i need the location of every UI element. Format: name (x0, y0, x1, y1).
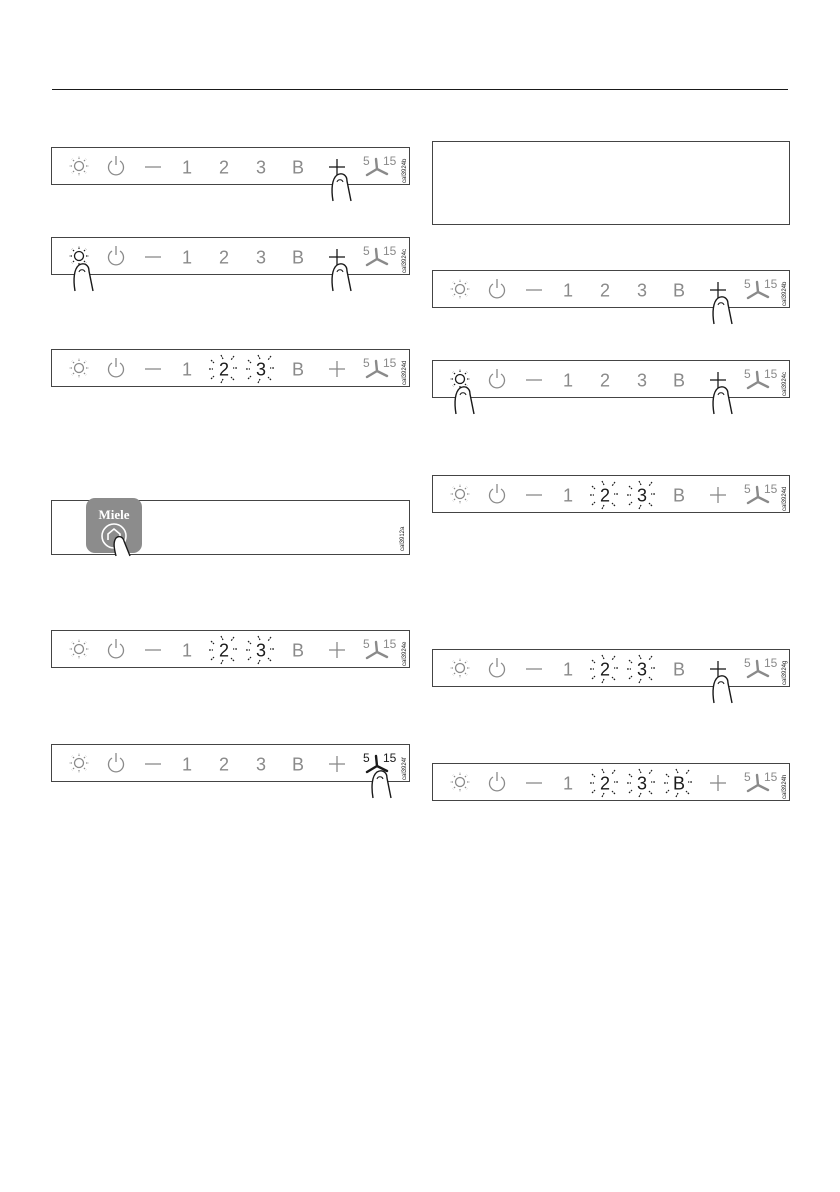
control-panel-left-1 (51, 147, 410, 185)
level-2-button[interactable]: 2 (218, 247, 230, 268)
touch-finger-light (74, 264, 93, 291)
fan-timer-icon[interactable] (363, 154, 397, 175)
fan-timer-icon[interactable] (744, 367, 778, 388)
touch-finger-plus (713, 387, 732, 414)
level-3-button[interactable]: 3 (255, 157, 267, 178)
light-icon[interactable] (69, 639, 89, 659)
level-2-button[interactable]: 2 (218, 157, 230, 178)
figure-code: cal3924d (782, 486, 788, 511)
fan-timer-5-label: 5 (744, 770, 751, 784)
level-3-button[interactable]: 3 (255, 640, 267, 661)
fan-timer-5-label: 5 (744, 277, 751, 291)
level-3-button[interactable]: 3 (255, 754, 267, 775)
touch-finger-plus (713, 676, 732, 703)
level-1-button[interactable]: 1 (562, 280, 574, 301)
power-icon[interactable] (109, 753, 124, 772)
fan-timer-15-label: 15 (383, 244, 397, 258)
note-box (432, 141, 790, 225)
level-1-button[interactable]: 1 (562, 370, 574, 391)
figure-code: cal3924e (402, 641, 408, 666)
control-panel-left-2 (51, 237, 410, 275)
fan-timer-15-label: 15 (383, 637, 397, 651)
figure-code: cal3924c (782, 371, 788, 396)
figure-code: cal3924h (782, 774, 788, 799)
plus-icon[interactable] (710, 372, 726, 388)
plus-icon[interactable] (329, 756, 345, 772)
power-icon[interactable] (490, 658, 505, 677)
control-panel-right-3 (432, 475, 790, 513)
fan-timer-15-label: 15 (764, 482, 778, 496)
power-icon[interactable] (490, 279, 505, 298)
fan-timer-5-label: 5 (744, 656, 751, 670)
fan-timer-icon[interactable] (744, 277, 778, 298)
power-icon[interactable] (490, 369, 505, 388)
level-2-button[interactable]: 2 (599, 659, 611, 680)
boost-button[interactable]: B (291, 359, 305, 380)
figure-code: cal3924b (782, 281, 788, 306)
fan-timer-icon[interactable] (363, 637, 397, 658)
finger-icon (713, 676, 732, 703)
touch-finger-fan (372, 771, 391, 798)
boost-button[interactable]: B (672, 280, 686, 301)
light-icon[interactable] (450, 484, 470, 504)
boost-button[interactable]: B (672, 773, 686, 794)
plus-icon[interactable] (710, 487, 726, 503)
miele-logo-text: Miele (98, 507, 130, 522)
control-panel-right-2 (432, 360, 790, 398)
level-1-button[interactable]: 1 (562, 773, 574, 794)
level-1-button[interactable]: 1 (181, 359, 193, 380)
power-icon[interactable] (490, 772, 505, 791)
touch-finger-plus (713, 297, 732, 324)
fan-timer-5-label: 5 (363, 751, 370, 765)
boost-button[interactable]: B (291, 640, 305, 661)
power-icon[interactable] (109, 246, 124, 265)
level-1-button[interactable]: 1 (181, 157, 193, 178)
power-icon[interactable] (109, 358, 124, 377)
control-panel-left-5 (51, 744, 410, 782)
level-2-button[interactable]: 2 (218, 359, 230, 380)
power-icon[interactable] (109, 639, 124, 658)
level-3-button[interactable]: 3 (636, 280, 648, 301)
figure-code: cal3924d (402, 360, 408, 385)
fan-timer-icon[interactable] (363, 356, 397, 377)
level-3-button[interactable]: 3 (636, 659, 648, 680)
figure-code: cal3924c (402, 248, 408, 273)
plus-icon[interactable] (329, 159, 345, 175)
fan-timer-15-label: 15 (764, 277, 778, 291)
level-2-button[interactable]: 2 (599, 773, 611, 794)
level-3-button[interactable]: 3 (255, 359, 267, 380)
power-icon[interactable] (490, 484, 505, 503)
light-icon[interactable] (450, 279, 470, 299)
plus-icon[interactable] (329, 249, 345, 265)
fan-timer-icon[interactable] (363, 244, 397, 265)
figure-code: cal3912a (400, 526, 406, 551)
light-icon[interactable] (69, 156, 89, 176)
level-2-button[interactable]: 2 (218, 640, 230, 661)
control-panel-right-5 (432, 763, 790, 801)
fan-timer-15-label: 15 (764, 656, 778, 670)
fan-timer-icon[interactable] (744, 770, 778, 791)
control-panel-right-1 (432, 270, 790, 308)
power-icon[interactable] (109, 156, 124, 175)
finger-icon (372, 771, 391, 798)
plus-icon[interactable] (329, 361, 345, 377)
finger-icon (455, 387, 474, 414)
touch-finger-plus (332, 174, 351, 201)
fan-timer-5-label: 5 (744, 367, 751, 381)
light-icon[interactable] (69, 358, 89, 378)
boost-button[interactable]: B (291, 247, 305, 268)
header-rule (52, 89, 788, 90)
boost-button[interactable]: B (672, 485, 686, 506)
miele-app-panel (51, 500, 410, 555)
level-3-button[interactable]: 3 (255, 247, 267, 268)
level-1-button[interactable]: 1 (562, 659, 574, 680)
light-icon[interactable] (450, 658, 470, 678)
control-panel-left-4 (51, 630, 410, 668)
finger-icon (332, 264, 351, 291)
fan-timer-5-label: 5 (363, 154, 370, 168)
control-panel-left-3 (51, 349, 410, 387)
fan-timer-5-label: 5 (363, 244, 370, 258)
boost-button[interactable]: B (672, 370, 686, 391)
figure-code: cal3924f (402, 757, 408, 780)
level-1-button[interactable]: 1 (181, 640, 193, 661)
plus-icon[interactable] (710, 282, 726, 298)
finger-icon (74, 264, 93, 291)
plus-icon[interactable] (710, 661, 726, 677)
level-1-button[interactable]: 1 (181, 754, 193, 775)
level-3-button[interactable]: 3 (636, 370, 648, 391)
finger-icon (713, 387, 732, 414)
boost-button[interactable]: B (291, 754, 305, 775)
fan-timer-15-label: 15 (764, 770, 778, 784)
fan-timer-icon[interactable] (744, 482, 778, 503)
touch-finger-plus (332, 264, 351, 291)
fan-timer-5-label: 5 (363, 637, 370, 651)
level-2-button[interactable]: 2 (599, 280, 611, 301)
level-1-button[interactable]: 1 (562, 485, 574, 506)
level-2-button[interactable]: 2 (599, 370, 611, 391)
touch-finger-light (455, 387, 474, 414)
level-3-button[interactable]: 3 (636, 485, 648, 506)
light-icon[interactable] (69, 246, 89, 266)
level-1-button[interactable]: 1 (181, 247, 193, 268)
fan-timer-5-label: 5 (363, 356, 370, 370)
level-2-button[interactable]: 2 (599, 485, 611, 506)
light-icon[interactable] (450, 772, 470, 792)
light-icon[interactable] (69, 753, 89, 773)
plus-icon[interactable] (329, 642, 345, 658)
fan-timer-15-label: 15 (383, 356, 397, 370)
plus-icon[interactable] (710, 775, 726, 791)
level-3-button[interactable]: 3 (636, 773, 648, 794)
fan-timer-5-label: 5 (744, 482, 751, 496)
fan-timer-icon[interactable] (744, 656, 778, 677)
light-icon[interactable] (450, 369, 470, 389)
control-panel-right-4 (432, 649, 790, 687)
fan-timer-15-label: 15 (383, 154, 397, 168)
finger-icon (713, 297, 732, 324)
figure-code: cal3924g (782, 660, 788, 685)
boost-button[interactable]: B (672, 659, 686, 680)
fan-timer-15-label: 15 (764, 367, 778, 381)
finger-icon (332, 174, 351, 201)
fan-timer-15-label: 15 (383, 751, 397, 765)
fan-timer-icon[interactable] (363, 751, 397, 772)
boost-button[interactable]: B (291, 157, 305, 178)
figure-code: cal3924b (402, 158, 408, 183)
level-2-button[interactable]: 2 (218, 754, 230, 775)
